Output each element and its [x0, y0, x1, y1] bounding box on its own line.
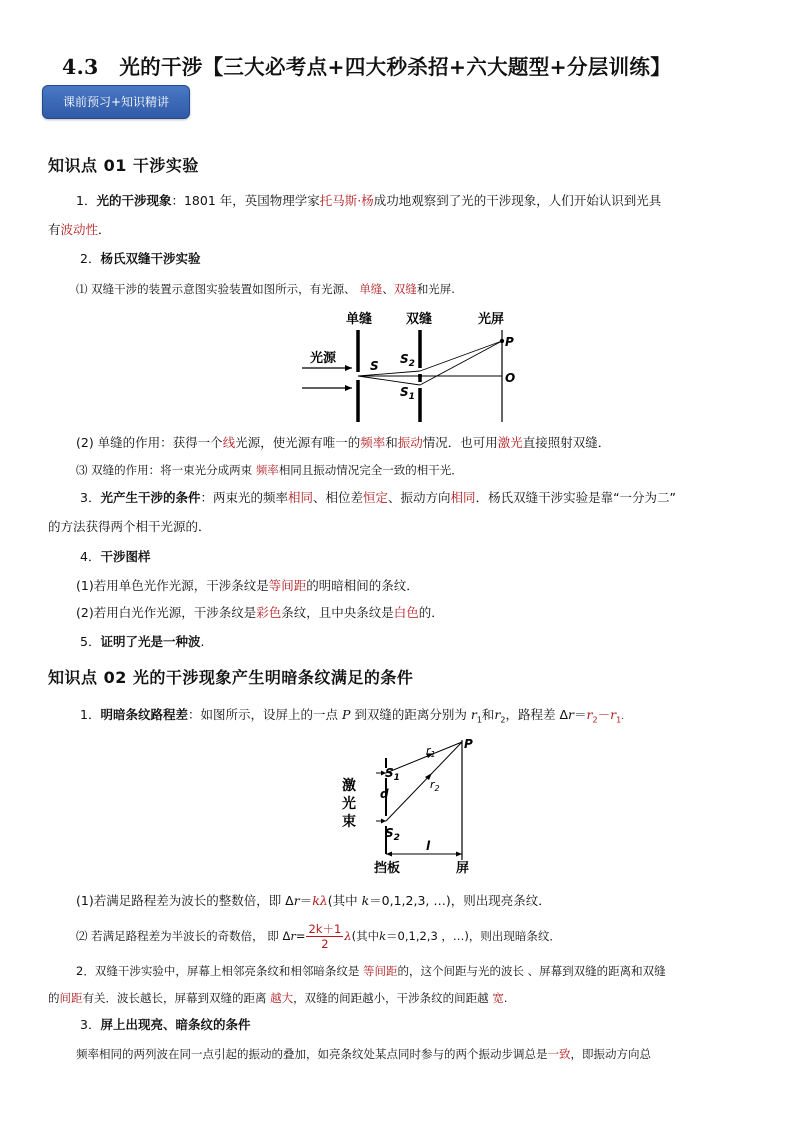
para-white-light-pattern: (2)若用白光作光源，干涉条纹是彩色条纹，且中央条纹是白色的．: [76, 605, 444, 620]
label-r1: $r_1$: [426, 744, 436, 759]
para-interference-phenomenon-line2: 有波动性．: [48, 222, 111, 237]
para-single-slit-role: (2) 单缝的作用：获得一个线光源，使光源有唯一的频率和振动情况．也可用激光直接照射双缝．: [76, 435, 611, 450]
label-s2: $S_2$: [400, 352, 415, 369]
para-dark-fringe-condition: ⑵ 若满足路程差为半波长的奇数倍， 即 Δ r = $\frac{2k+1}{2}$ λ (其中 k ＝0,1,2,3 ，…)，则出现暗条纹．: [76, 921, 561, 951]
label-p: P: [505, 335, 514, 349]
path-r1: [386, 742, 462, 773]
para-light-is-wave: 5．证明了光是一种波.: [80, 634, 205, 649]
label-p: P: [464, 737, 473, 751]
page-title: 4.3 光的干涉【三大必考点+四大秒杀招+六大题型+分层训练】: [62, 55, 671, 79]
laser-label-2: 光: [342, 796, 356, 812]
laser-label-1: 激: [342, 778, 356, 794]
arrow-icon: [345, 385, 352, 391]
label-s2: $S_2$: [385, 826, 400, 843]
para-apparatus: ⑴ 双缝干涉的装置示意图实验装置如图所示，有光源、 单缝、双缝和光屏.: [76, 282, 455, 296]
label-d: d: [380, 787, 389, 801]
screen-label: 屏: [456, 861, 470, 876]
para-fringe-spacing-line2: 的间距有关．波长越长，屏幕到双缝的距离 越大，双缝的间距越小，干涉条纹的间距越 宽.: [48, 991, 508, 1005]
para-superposition: 频率相同的两列波在同一点引起的振动的叠加，如亮条纹处某点同时参与的两个振动步调总是一致，即振动方向总: [76, 1047, 651, 1061]
double-slit-label: 双缝: [406, 312, 433, 327]
label-s1: $S_1$: [400, 385, 415, 402]
label-r2: $r_2$: [430, 778, 440, 793]
baffle-label: 挡板: [374, 861, 401, 876]
path-difference-expression: $r_2-r_1$: [586, 707, 622, 725]
subheading-young-experiment: 2．杨氏双缝干涉实验: [80, 251, 201, 266]
preview-lecture-button[interactable]: 课前预习+知识精讲: [42, 85, 190, 119]
para-interference-conditions-line2: 的方法获得两个相干光源的．: [48, 519, 211, 534]
section-heading-02: 知识点 02 光的干涉现象产生明暗条纹满足的条件: [48, 668, 414, 687]
label-s: S: [370, 359, 379, 373]
para-interference-phenomenon: 1．光的干涉现象：1801 年，英国物理学家托马斯·杨成功地观察到了光的干涉现象，人们开始认识到光具: [76, 193, 662, 208]
arrow-icon: [381, 819, 386, 824]
para-interference-conditions: 3．光产生干涉的条件：两束光的频率相同、相位差恒定、振动方向相同．杨氏双缝干涉实验是靠“一分为二”: [80, 490, 677, 505]
fraction: $\frac{2k+1}{2}$: [308, 921, 342, 951]
point-p-dot: [500, 339, 504, 343]
para-double-slit-role: ⑶ 双缝的作用：将一束光分成两束 频率相同且振动情况完全一致的相干光．: [76, 463, 463, 477]
label-s1: $S_1$: [385, 766, 400, 783]
subheading-fringe-conditions: 3．屏上出现亮、暗条纹的条件: [80, 1017, 251, 1032]
para-fringe-spacing: 2．双缝干涉实验中，屏幕上相邻亮条纹和相邻暗条纹是 等间距的，这个间距与光的波长 、屏幕到双缝的距离和双缝: [76, 964, 666, 978]
label-l: l: [426, 839, 431, 853]
path-difference-figure: [334, 732, 484, 880]
para-path-difference: 1．明暗条纹路程差：如图所示，设屏上的一点 P 到双缝的距离分别为 $r_1$和$r_2$，路程差 $\Delta r=r_2-r_1$.: [80, 707, 625, 725]
arrow-icon: [456, 852, 462, 857]
label-o: O: [505, 371, 516, 385]
para-monochrome-pattern: (1)若用单色光作光源，干涉条纹是等间距的明暗相间的条纹．: [76, 578, 419, 593]
para-bright-fringe-condition: (1)若满足路程差为波长的整数倍，即 Δr＝kλ(其中 k＝0,1,2,3, …)，则出现亮条纹．: [76, 893, 551, 908]
screen-label: 光屏: [478, 312, 505, 327]
double-slit-apparatus-figure: [290, 302, 530, 428]
section-heading-01: 知识点 01 干涉实验: [48, 156, 199, 175]
single-slit-label: 单缝: [346, 312, 373, 327]
laser-label-3: 束: [342, 814, 356, 830]
arrow-icon: [345, 365, 352, 371]
subheading-interference-pattern: 4．干涉图样: [80, 549, 151, 564]
light-source-label: 光源: [310, 351, 337, 366]
